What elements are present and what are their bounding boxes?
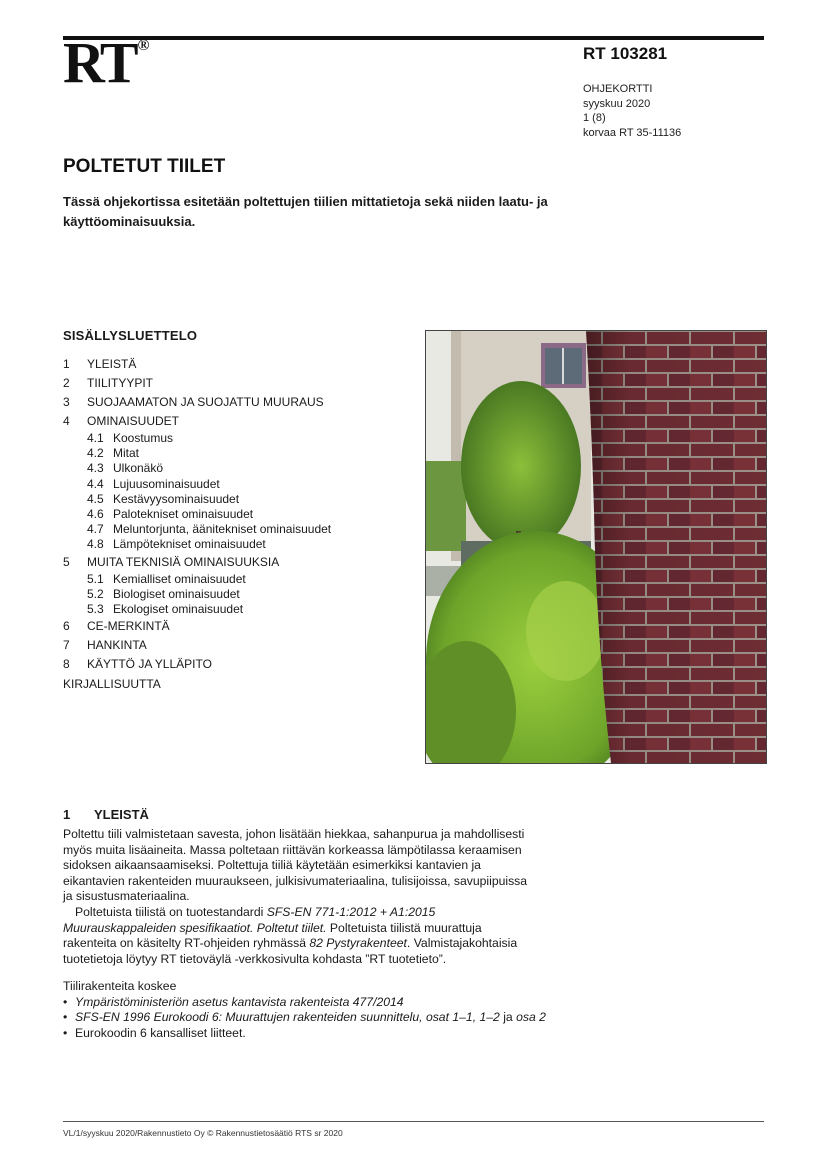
toc-item-label: HANKINTA bbox=[87, 638, 147, 653]
section-heading-1: 1 YLEISTÄ bbox=[63, 807, 149, 822]
toc-item bbox=[63, 587, 403, 602]
toc-item-number: 5.1 bbox=[87, 571, 104, 586]
toc-item bbox=[63, 461, 403, 476]
toc-item bbox=[63, 446, 403, 461]
toc-item-number: 4.2 bbox=[87, 446, 104, 461]
toc-item-number: 5.3 bbox=[87, 601, 104, 616]
toc-item-label: KÄYTTÖ JA YLLÄPITO bbox=[87, 657, 212, 672]
footer-rule bbox=[63, 1121, 764, 1122]
document-number: RT 103281 bbox=[583, 44, 668, 63]
toc-item-label: Koostumus bbox=[113, 431, 174, 445]
toc-item-number: 1 bbox=[63, 357, 70, 371]
toc-item bbox=[63, 393, 403, 412]
toc-item bbox=[63, 553, 403, 572]
toc-item-label: Meluntorjunta, äänitekniset ominaisuudet bbox=[113, 522, 332, 537]
toc-item-label: Biologiset ominaisuudet bbox=[113, 586, 240, 601]
toc-item-label: Mitat bbox=[113, 446, 140, 461]
toc-item-label: CE-MERKINTÄ bbox=[87, 619, 170, 634]
toc-item-number: 4.6 bbox=[87, 506, 104, 521]
toc-item bbox=[63, 374, 403, 393]
toc-item bbox=[63, 537, 403, 552]
toc-item-label: Ekologiset ominaisuudet bbox=[113, 601, 244, 616]
applies-intro: Tiilirakenteita koskee bbox=[63, 979, 177, 993]
toc-item-label: TIILITYYPIT bbox=[87, 376, 154, 390]
brick-wall-photo bbox=[425, 330, 767, 764]
meta-type: OHJEKORTTI bbox=[583, 83, 653, 95]
toc-item bbox=[63, 572, 403, 587]
toc-item-number: 5.2 bbox=[87, 586, 104, 601]
toc-item-number: 3 bbox=[63, 395, 70, 409]
meta-date: syyskuu 2020 bbox=[583, 97, 651, 110]
toc-item bbox=[63, 522, 403, 537]
toc-item-number: 4 bbox=[63, 414, 70, 428]
toc-item-label: Lämpötekniset ominaisuudet bbox=[113, 537, 266, 552]
toc-item bbox=[63, 477, 403, 492]
list-item: • Eurokoodin 6 kansalliset liitteet. bbox=[63, 1026, 563, 1042]
list-item: • Ympäristöministeriön asetus kantavista rakenteista 477/2014 bbox=[63, 995, 563, 1011]
toc-item bbox=[63, 636, 403, 655]
meta-page: 1 (8) bbox=[583, 112, 606, 124]
toc-item-number: 2 bbox=[63, 376, 70, 390]
paragraph-1: Poltettu tiili valmistetaan savesta, johon lisätään hiekkaa, sahanpurua ja mahdollisesti myös muita lisäaineita. Massa poltetaan riittävän korkeassa lämpötilassa keraamisen sidoksen aikaansaamiseksi. Poltettuja tiiliä käytetään esimerkiksi kantavien ja eikantavien rakenteiden muuraukseen, julkisivumateriaalina, tulisijoissa, savupiipuissa ja sisustusmateriaalina. bbox=[63, 827, 528, 904]
toc-item-number: 6 bbox=[63, 619, 70, 634]
toc-item-number: 4.8 bbox=[87, 537, 104, 552]
table-of-contents bbox=[63, 355, 403, 694]
toc-item-number: 8 bbox=[63, 657, 70, 672]
toc-item-label: Lujuusominaisuudet bbox=[113, 476, 220, 491]
toc-item-number: 4.3 bbox=[87, 461, 104, 476]
toc-item-label: YLEISTÄ bbox=[87, 357, 137, 371]
toc-item bbox=[63, 655, 403, 674]
toc-item-label: Kestävyysominaisuudet bbox=[113, 491, 240, 506]
toc-item bbox=[63, 602, 403, 617]
rt-logo: RT ® bbox=[63, 30, 150, 95]
page-footer: VL/1/syyskuu 2020/Rakennustieto Oy © Rakennustietosäätiö RTS sr 2020 bbox=[63, 1128, 343, 1138]
page-title: POLTETUT TIILET bbox=[63, 156, 226, 177]
toc-item-label: KIRJALLISUUTTA bbox=[63, 677, 161, 692]
toc-item-label: SUOJAAMATON JA SUOJATTU MUURAUS bbox=[87, 395, 324, 409]
toc-item bbox=[63, 412, 403, 431]
document-meta bbox=[583, 82, 681, 140]
toc-item-number: 4.1 bbox=[87, 431, 104, 445]
toc-item bbox=[63, 431, 403, 446]
toc-heading: SISÄLLYSLUETTELO bbox=[63, 328, 198, 343]
list-item: • SFS-EN 1996 Eurokoodi 6: Muurattujen rakenteiden suunnittelu, osat 1–1, 1–2 ja osa 2 bbox=[63, 1010, 563, 1026]
applies-list-block bbox=[63, 979, 563, 1041]
toc-item-label: OMINAISUUDET bbox=[87, 414, 180, 428]
toc-item-number: 4.5 bbox=[87, 491, 104, 506]
toc-item bbox=[63, 492, 403, 507]
toc-item-number: 4.4 bbox=[87, 476, 104, 491]
toc-item-label: MUITA TEKNISIÄ OMINAISUUKSIA bbox=[87, 554, 280, 569]
toc-item-number: 7 bbox=[63, 638, 70, 653]
toc-item bbox=[63, 674, 403, 694]
regulation-list bbox=[63, 995, 563, 1042]
section-1-body bbox=[63, 827, 533, 967]
toc-item bbox=[63, 507, 403, 522]
toc-item-label: Ulkonäkö bbox=[113, 461, 164, 476]
toc-item-label: Palotekniset ominaisuudet bbox=[113, 506, 254, 521]
paragraph-2: Poltetuista tiilistä on tuotestandardi SFS-EN 771-1:2012 + A1:2015 Muurauskappaleiden spesifikaatiot. Poltetut tiilet. Poltetuista tiilistä muurattuja rakenteita on käsitelty RT-ohjeiden ryhmässä 82 Pystyrakenteet. Valmistajakohtaisia tuotetietoja löytyy RT tietoväylä -verkkosivulta kohdasta ”RT tuotetieto”. bbox=[63, 904, 518, 966]
lead-paragraph: Tässä ohjekortissa esitetään poltettujen tiilien mittatietoja sekä niiden laatu- ja käyttöominaisuuksia. bbox=[63, 194, 548, 229]
toc-item bbox=[63, 355, 403, 374]
toc-item-number: 5 bbox=[63, 554, 70, 569]
header-rule bbox=[63, 36, 764, 40]
toc-item bbox=[63, 617, 403, 636]
meta-replaces: korvaa RT 35-11136 bbox=[583, 126, 682, 139]
toc-item-number: 4.7 bbox=[87, 522, 104, 537]
toc-item-label: Kemialliset ominaisuudet bbox=[113, 571, 246, 586]
